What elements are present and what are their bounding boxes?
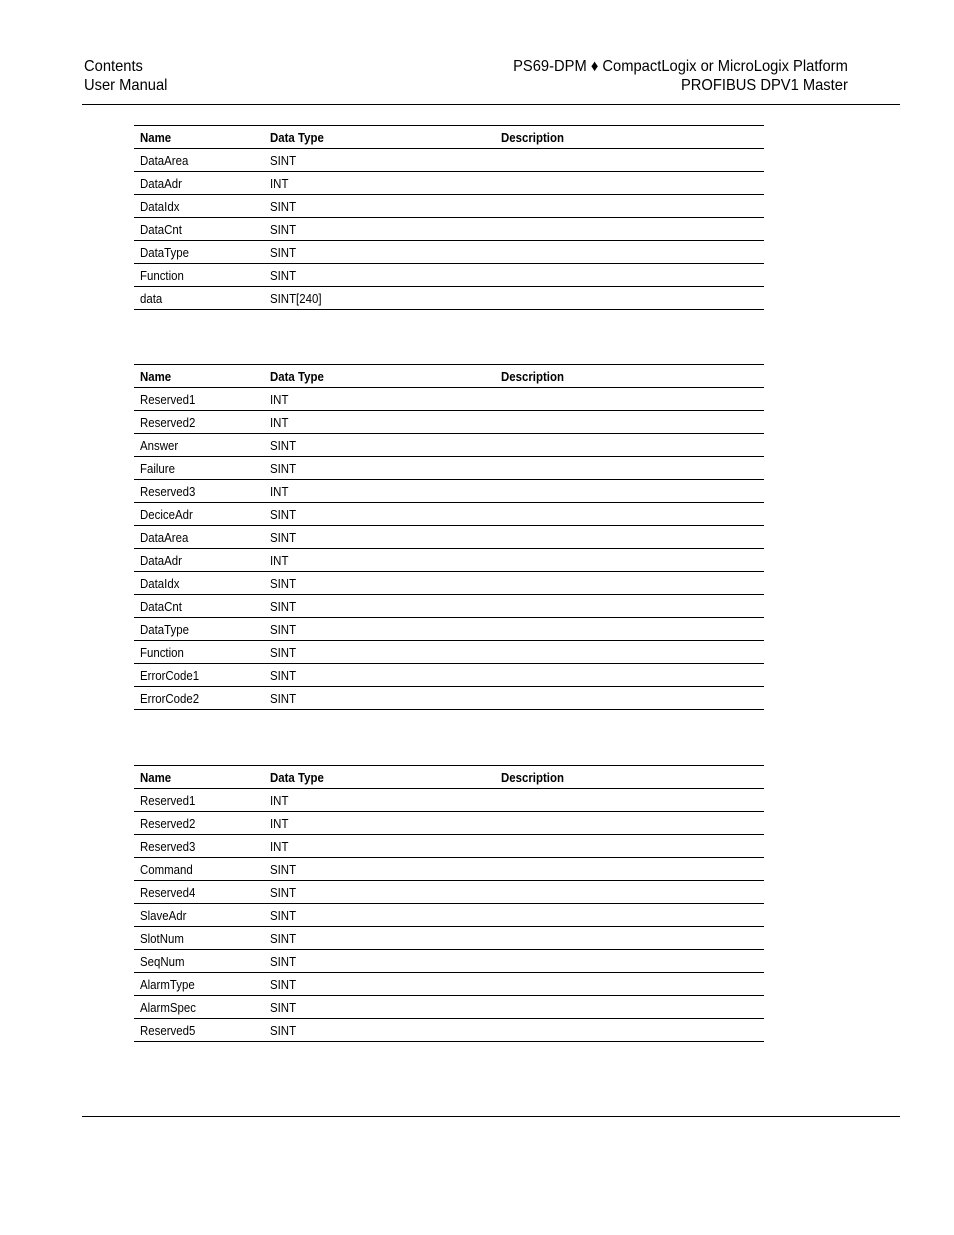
cell-text: INT bbox=[270, 838, 289, 854]
cell-text: SlaveAdr bbox=[140, 907, 187, 923]
field-name bbox=[134, 241, 264, 264]
cell-text: SINT bbox=[270, 198, 297, 214]
field-name bbox=[134, 388, 264, 411]
cell-text: INT bbox=[270, 483, 289, 499]
column-header-label: Data Type bbox=[270, 129, 324, 145]
table-row bbox=[134, 835, 764, 858]
field-description bbox=[495, 503, 764, 526]
cell-text: Reserved2 bbox=[140, 414, 196, 430]
field-description bbox=[495, 858, 764, 881]
table-row bbox=[134, 572, 764, 595]
table-row bbox=[134, 996, 764, 1019]
cell-text: SINT bbox=[270, 152, 297, 168]
table-row bbox=[134, 457, 764, 480]
field-data-type bbox=[264, 264, 495, 287]
field-description bbox=[495, 287, 764, 310]
table-row bbox=[134, 287, 764, 310]
table-row bbox=[134, 411, 764, 434]
column-header-label: Name bbox=[140, 769, 172, 785]
field-name bbox=[134, 973, 264, 996]
field-description bbox=[495, 549, 764, 572]
column-header bbox=[264, 766, 495, 789]
field-name bbox=[134, 812, 264, 835]
field-description bbox=[495, 218, 764, 241]
field-data-type bbox=[264, 789, 495, 812]
cell-text: Reserved1 bbox=[140, 391, 196, 407]
field-description bbox=[495, 950, 764, 973]
table-row bbox=[134, 881, 764, 904]
table-row bbox=[134, 526, 764, 549]
cell-text: Failure bbox=[140, 460, 175, 476]
cell-text: DataCnt bbox=[140, 221, 182, 237]
field-description bbox=[495, 480, 764, 503]
table-row bbox=[134, 241, 764, 264]
field-data-type bbox=[264, 149, 495, 172]
table-row bbox=[134, 434, 764, 457]
table-row bbox=[134, 149, 764, 172]
field-name bbox=[134, 287, 264, 310]
column-header-label: Description bbox=[501, 129, 564, 145]
field-name bbox=[134, 218, 264, 241]
field-name bbox=[134, 881, 264, 904]
field-name bbox=[134, 641, 264, 664]
cell-text: Reserved1 bbox=[140, 792, 196, 808]
data-table-1 bbox=[134, 125, 764, 310]
table-row bbox=[134, 950, 764, 973]
page-header-left bbox=[84, 57, 175, 95]
column-header-label: Name bbox=[140, 368, 172, 384]
field-description bbox=[495, 996, 764, 1019]
cell-text: Function bbox=[140, 644, 184, 660]
field-description bbox=[495, 434, 764, 457]
field-name bbox=[134, 526, 264, 549]
field-description bbox=[495, 411, 764, 434]
field-description bbox=[495, 927, 764, 950]
field-description bbox=[495, 641, 764, 664]
field-data-type bbox=[264, 812, 495, 835]
table-row bbox=[134, 687, 764, 710]
field-data-type bbox=[264, 480, 495, 503]
table-row bbox=[134, 618, 764, 641]
field-description bbox=[495, 388, 764, 411]
field-data-type bbox=[264, 287, 495, 310]
field-name bbox=[134, 149, 264, 172]
field-description bbox=[495, 149, 764, 172]
header-manual-type: User Manual bbox=[84, 77, 168, 94]
field-data-type bbox=[264, 835, 495, 858]
field-name bbox=[134, 996, 264, 1019]
cell-text: Reserved5 bbox=[140, 1022, 196, 1038]
field-data-type bbox=[264, 996, 495, 1019]
column-header-label: Description bbox=[501, 769, 564, 785]
cell-text: DataAdr bbox=[140, 175, 182, 191]
field-data-type bbox=[264, 172, 495, 195]
field-name bbox=[134, 595, 264, 618]
field-name bbox=[134, 411, 264, 434]
cell-text: SeqNum bbox=[140, 953, 185, 969]
cell-text: Command bbox=[140, 861, 193, 877]
column-header bbox=[134, 766, 264, 789]
table-row bbox=[134, 503, 764, 526]
field-name bbox=[134, 572, 264, 595]
cell-text: ErrorCode2 bbox=[140, 690, 200, 706]
cell-text: SINT bbox=[270, 221, 297, 237]
field-description bbox=[495, 881, 764, 904]
field-data-type bbox=[264, 411, 495, 434]
table-row bbox=[134, 789, 764, 812]
column-header bbox=[134, 365, 264, 388]
field-data-type bbox=[264, 927, 495, 950]
cell-text: SINT bbox=[270, 621, 297, 637]
table-row bbox=[134, 858, 764, 881]
field-description bbox=[495, 1019, 764, 1042]
cell-text: Reserved2 bbox=[140, 815, 196, 831]
cell-text: DataArea bbox=[140, 152, 189, 168]
cell-text: Function bbox=[140, 267, 184, 283]
field-name bbox=[134, 457, 264, 480]
field-data-type bbox=[264, 904, 495, 927]
data-table-3 bbox=[134, 765, 764, 1042]
cell-text: SINT bbox=[270, 575, 297, 591]
field-name bbox=[134, 434, 264, 457]
table-row bbox=[134, 172, 764, 195]
cell-text: DataType bbox=[140, 621, 189, 637]
table-row bbox=[134, 904, 764, 927]
field-name bbox=[134, 687, 264, 710]
field-description bbox=[495, 618, 764, 641]
cell-text: SINT bbox=[270, 506, 297, 522]
field-name bbox=[134, 503, 264, 526]
cell-text: SINT bbox=[270, 953, 297, 969]
table-header-row bbox=[134, 126, 764, 149]
cell-text: data bbox=[140, 290, 163, 306]
cell-text: DeciceAdr bbox=[140, 506, 193, 522]
field-data-type bbox=[264, 618, 495, 641]
field-name bbox=[134, 927, 264, 950]
field-description bbox=[495, 195, 764, 218]
field-data-type bbox=[264, 973, 495, 996]
field-data-type bbox=[264, 241, 495, 264]
field-description bbox=[495, 241, 764, 264]
cell-text: SINT bbox=[270, 598, 297, 614]
column-header bbox=[495, 766, 764, 789]
field-description bbox=[495, 172, 764, 195]
cell-text: INT bbox=[270, 414, 289, 430]
header-section-title: Contents bbox=[84, 58, 143, 75]
field-data-type bbox=[264, 526, 495, 549]
field-description bbox=[495, 835, 764, 858]
cell-text: INT bbox=[270, 175, 289, 191]
page-header-right bbox=[484, 57, 848, 95]
field-name bbox=[134, 950, 264, 973]
field-data-type bbox=[264, 664, 495, 687]
column-header bbox=[264, 126, 495, 149]
field-name bbox=[134, 1019, 264, 1042]
field-name bbox=[134, 618, 264, 641]
cell-text: SINT bbox=[270, 884, 297, 900]
cell-text: INT bbox=[270, 391, 289, 407]
field-data-type bbox=[264, 950, 495, 973]
table-header-row bbox=[134, 766, 764, 789]
field-data-type bbox=[264, 595, 495, 618]
cell-text: INT bbox=[270, 815, 289, 831]
footer-rule bbox=[82, 1116, 900, 1117]
field-data-type bbox=[264, 858, 495, 881]
header-rule bbox=[82, 104, 900, 105]
field-data-type bbox=[264, 1019, 495, 1042]
field-name bbox=[134, 172, 264, 195]
table-row bbox=[134, 927, 764, 950]
cell-text: SINT bbox=[270, 529, 297, 545]
cell-text: SINT bbox=[270, 690, 297, 706]
field-description bbox=[495, 595, 764, 618]
column-header-label: Data Type bbox=[270, 368, 324, 384]
field-description bbox=[495, 457, 764, 480]
field-name bbox=[134, 664, 264, 687]
table-row bbox=[134, 480, 764, 503]
field-description bbox=[495, 812, 764, 835]
field-name bbox=[134, 858, 264, 881]
header-product-title: PS69-DPM ♦ CompactLogix or MicroLogix Platform bbox=[513, 58, 848, 75]
cell-text: SINT[240] bbox=[270, 290, 322, 306]
cell-text: SINT bbox=[270, 460, 297, 476]
cell-text: DataIdx bbox=[140, 198, 180, 214]
cell-text: INT bbox=[270, 552, 289, 568]
cell-text: DataType bbox=[140, 244, 189, 260]
field-data-type bbox=[264, 195, 495, 218]
table-row bbox=[134, 641, 764, 664]
cell-text: SINT bbox=[270, 437, 297, 453]
table-row bbox=[134, 973, 764, 996]
field-data-type bbox=[264, 572, 495, 595]
table-row bbox=[134, 812, 764, 835]
cell-text: AlarmType bbox=[140, 976, 195, 992]
field-description bbox=[495, 687, 764, 710]
table-row bbox=[134, 264, 764, 287]
table-row bbox=[134, 664, 764, 687]
field-data-type bbox=[264, 881, 495, 904]
field-name bbox=[134, 835, 264, 858]
cell-text: DataArea bbox=[140, 529, 189, 545]
field-name bbox=[134, 264, 264, 287]
field-description bbox=[495, 264, 764, 287]
cell-text: INT bbox=[270, 792, 289, 808]
field-description bbox=[495, 789, 764, 812]
cell-text: SINT bbox=[270, 861, 297, 877]
field-description bbox=[495, 572, 764, 595]
cell-text: Reserved4 bbox=[140, 884, 196, 900]
cell-text: DataIdx bbox=[140, 575, 180, 591]
field-description bbox=[495, 973, 764, 996]
cell-text: SINT bbox=[270, 667, 297, 683]
table-row bbox=[134, 195, 764, 218]
cell-text: DataCnt bbox=[140, 598, 182, 614]
field-name bbox=[134, 904, 264, 927]
cell-text: SlotNum bbox=[140, 930, 184, 946]
table-row bbox=[134, 218, 764, 241]
column-header-label: Data Type bbox=[270, 769, 324, 785]
column-header bbox=[495, 365, 764, 388]
cell-text: SINT bbox=[270, 976, 297, 992]
cell-text: SINT bbox=[270, 999, 297, 1015]
field-data-type bbox=[264, 503, 495, 526]
data-table-2 bbox=[134, 364, 764, 710]
cell-text: SINT bbox=[270, 907, 297, 923]
cell-text: DataAdr bbox=[140, 552, 182, 568]
field-name bbox=[134, 789, 264, 812]
table-row bbox=[134, 595, 764, 618]
cell-text: SINT bbox=[270, 644, 297, 660]
column-header-label: Description bbox=[501, 368, 564, 384]
table-row bbox=[134, 549, 764, 572]
cell-text: AlarmSpec bbox=[140, 999, 196, 1015]
column-header bbox=[264, 365, 495, 388]
cell-text: SINT bbox=[270, 267, 297, 283]
cell-text: Answer bbox=[140, 437, 179, 453]
field-data-type bbox=[264, 434, 495, 457]
field-data-type bbox=[264, 549, 495, 572]
field-description bbox=[495, 904, 764, 927]
column-header bbox=[495, 126, 764, 149]
field-data-type bbox=[264, 457, 495, 480]
field-description bbox=[495, 664, 764, 687]
field-data-type bbox=[264, 687, 495, 710]
field-data-type bbox=[264, 218, 495, 241]
field-name bbox=[134, 549, 264, 572]
table-row bbox=[134, 388, 764, 411]
field-name bbox=[134, 480, 264, 503]
header-product-subtitle: PROFIBUS DPV1 Master bbox=[681, 77, 848, 94]
column-header-label: Name bbox=[140, 129, 172, 145]
table-header-row bbox=[134, 365, 764, 388]
field-data-type bbox=[264, 388, 495, 411]
cell-text: SINT bbox=[270, 1022, 297, 1038]
table-row bbox=[134, 1019, 764, 1042]
cell-text: SINT bbox=[270, 244, 297, 260]
cell-text: SINT bbox=[270, 930, 297, 946]
cell-text: ErrorCode1 bbox=[140, 667, 200, 683]
field-description bbox=[495, 526, 764, 549]
cell-text: Reserved3 bbox=[140, 483, 196, 499]
field-name bbox=[134, 195, 264, 218]
column-header bbox=[134, 126, 264, 149]
cell-text: Reserved3 bbox=[140, 838, 196, 854]
field-data-type bbox=[264, 641, 495, 664]
